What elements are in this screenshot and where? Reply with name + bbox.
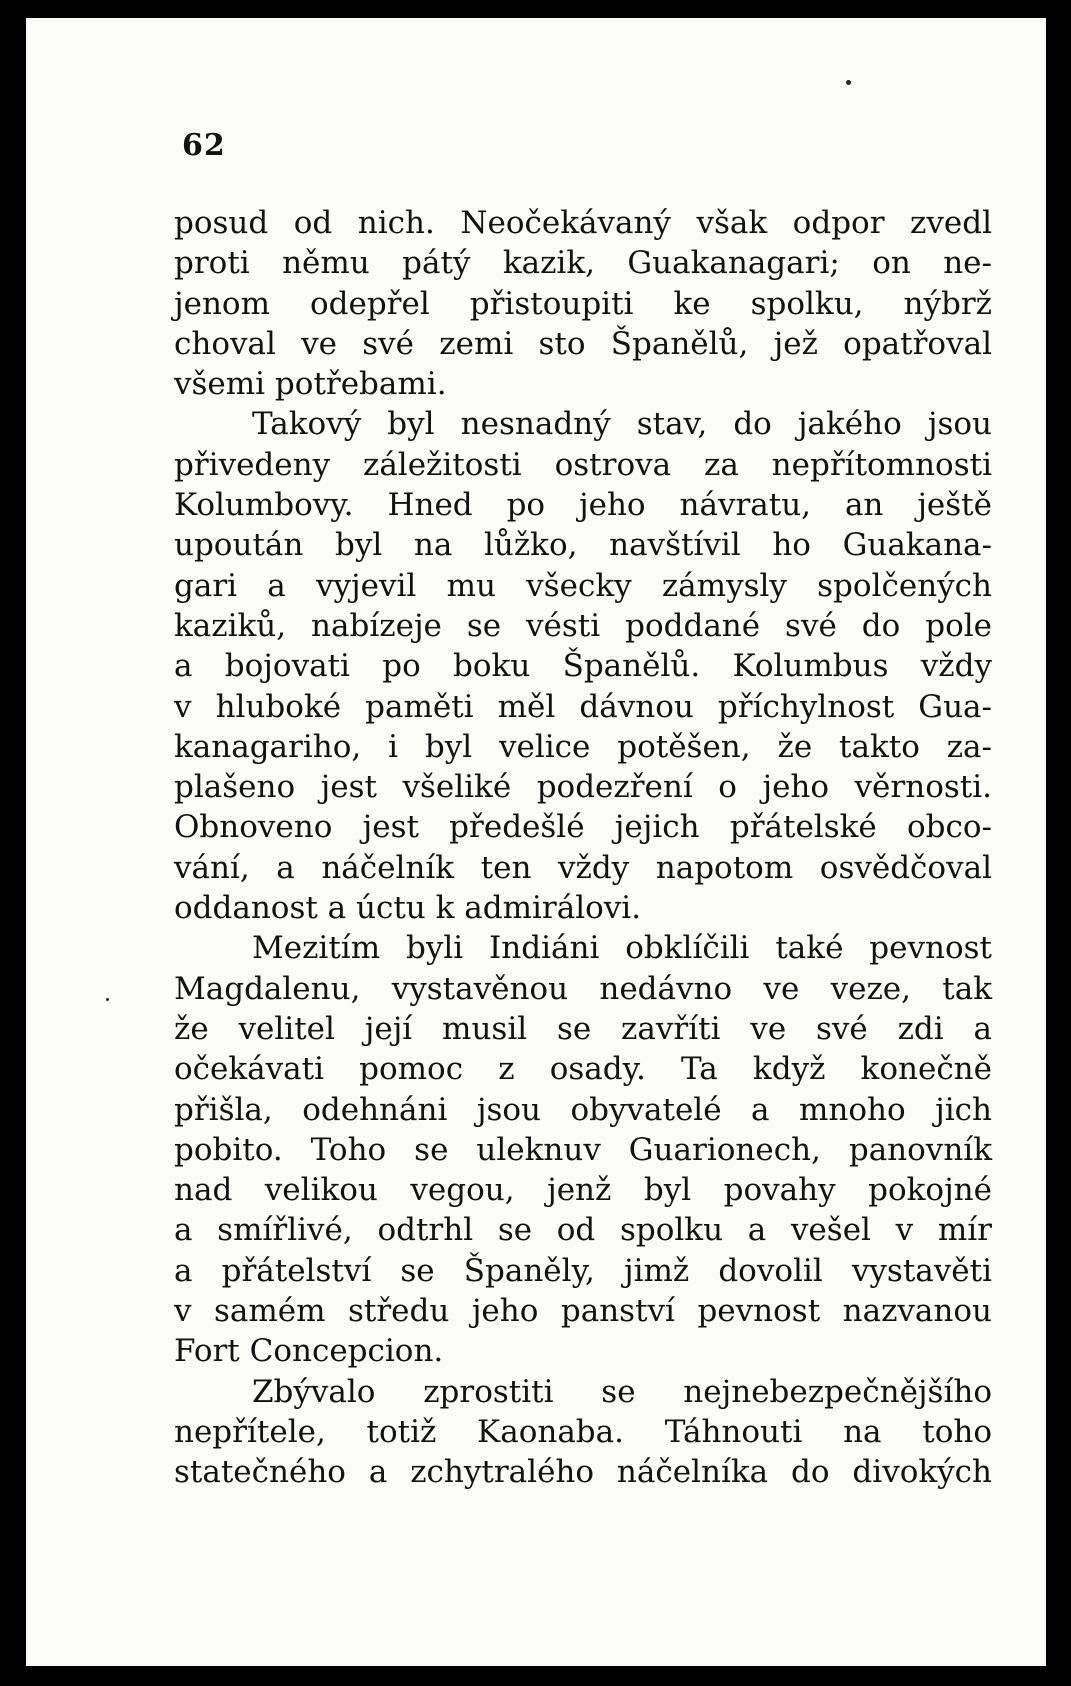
text-line: Zbývalo zprostiti se nejnebezpečnějšího [252,1373,992,1410]
text-line: statečného a zchytralého náčelníka do divokých [174,1454,992,1491]
page-number: 62 [182,128,226,163]
text-line: choval ve své zemi sto Španělů, jež opatřoval [174,325,992,362]
text-line: nepřítele, totiž Kaonaba. Táhnouti na toho [174,1413,992,1450]
paragraph [174,928,992,1371]
paragraph [174,1372,992,1493]
text-line: posud od nich. Neočekávaný však odpor zvedl [174,205,992,241]
text-line: v hluboké paměti měl dávnou příchylnost Gua- [174,688,992,725]
text-line: Fort Concepcion. [174,1333,444,1370]
text-line: kanagariho, i byl velice potěšen, že takto za- [174,728,992,765]
print-speck [106,998,109,1001]
text-line: Obnoveno jest předešlé jejich přátelské obco- [174,809,992,846]
text-line: a přátelství se Španěly, jimž dovolil vystavěti [174,1252,992,1289]
text-line: a bojovati po boku Španělů. Kolumbus vždy [174,648,992,685]
print-speck [846,80,851,85]
book-page [26,18,1046,1666]
text-line: přišla, odehnáni jsou obyvatelé a mnoho jich [174,1091,992,1128]
text-line: oddanost a úctu k admirálovi. [174,890,642,927]
text-line: očekávati pomoc z osady. Ta když konečně [174,1051,992,1088]
text-line: pobito. Toho se uleknuv Guarionech, panovník [174,1131,992,1168]
text-line: Takový byl nesnadný stav, do jakého jsou [252,406,992,443]
text-line: nad velikou vegou, jenž byl povahy pokojné [174,1172,992,1209]
text-line: a smířlivé, odtrhl se od spolku a vešel v mír [174,1212,992,1249]
paragraph [174,203,992,404]
text-line: v samém středu jeho panství pevnost nazvanou [174,1293,992,1330]
text-line: Kolumbovy. Hned po jeho návratu, an ještě [174,487,992,524]
text-line: plašeno jest všeliké podezření o jeho věrnosti. [174,769,992,806]
text-line: přivedeny záležitosti ostrova za nepřítomnosti [174,446,992,483]
text-line: gari a vyjevil mu všecky zámysly spolčených [174,567,992,604]
text-line: Mezitím byli Indiáni obklíčili také pevnost [252,930,992,967]
paragraph [174,404,992,928]
text-line: kaziků, nabízeje se vésti poddané své do pole [174,607,992,644]
text-line: vání, a náčelník ten vždy napotom osvědčoval [174,849,992,886]
text-line: že velitel její musil se zavříti ve své zdi a [174,1010,992,1047]
body-text [174,203,992,1493]
text-line: proti němu pátý kazik, Guakanagari; on ne- [174,245,992,282]
text-line: upoután byl na lůžko, navštívil ho Guakana- [174,527,992,564]
text-line: všemi potřebami. [174,366,447,403]
text-line: Magdalenu, vystavěnou nedávno ve veze, tak [174,970,992,1007]
text-line: jenom odepřel přistoupiti ke spolku, nýbrž [174,285,992,322]
